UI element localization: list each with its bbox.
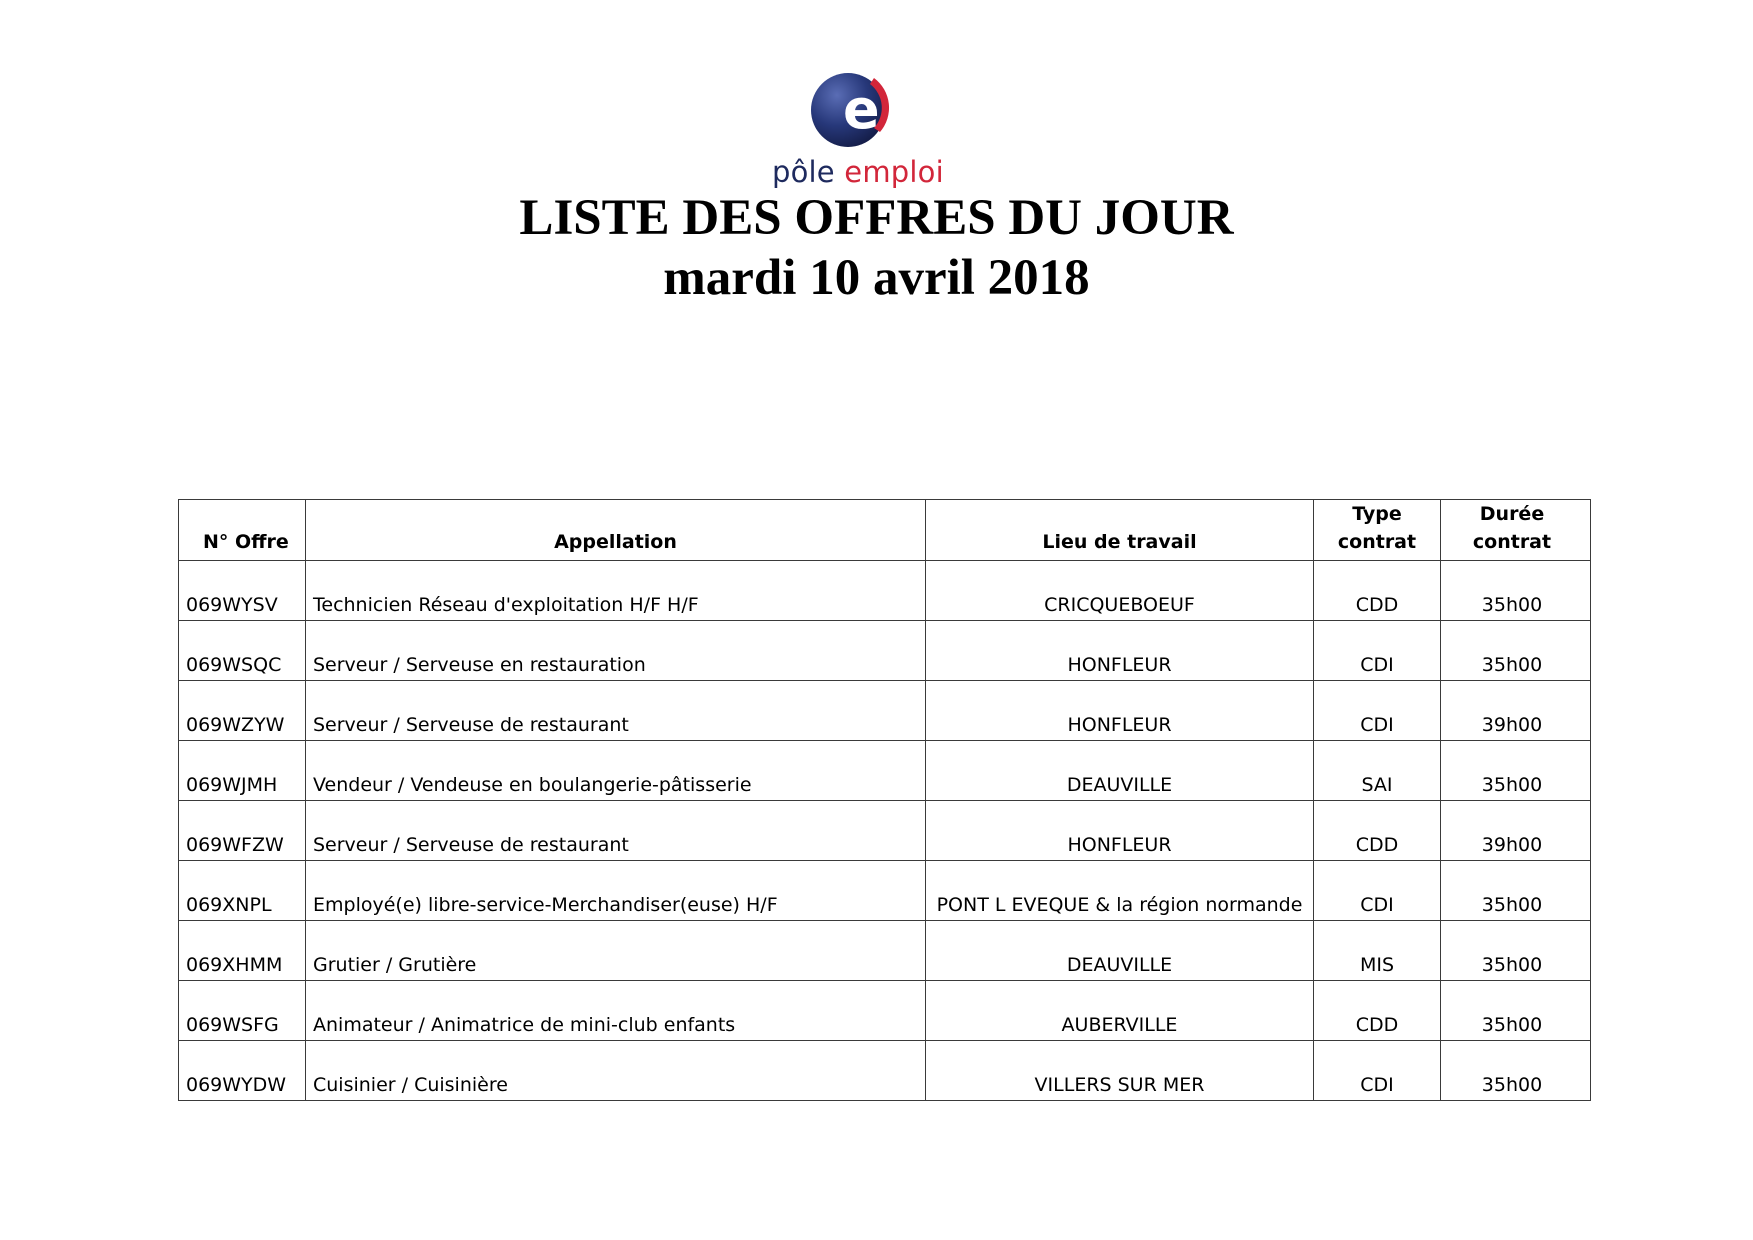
- table-header-row: [179, 500, 1591, 561]
- page-title: LISTE DES OFFRES DU JOUR: [519, 190, 1234, 246]
- table-row: [179, 1041, 1591, 1101]
- contract-duration-cell: 39h00: [1441, 681, 1591, 741]
- workplace-cell: HONFLEUR: [926, 801, 1314, 861]
- pole-emploi-emblem-icon: [810, 70, 900, 150]
- contract-type-cell: MIS: [1314, 921, 1441, 981]
- workplace-cell: VILLERS SUR MER: [926, 1041, 1314, 1101]
- appellation-cell: Cuisinier / Cuisinière: [306, 1041, 926, 1101]
- contract-duration-cell: 35h00: [1441, 741, 1591, 801]
- appellation-cell: Serveur / Serveuse en restauration: [306, 621, 926, 681]
- contract-duration-cell: 35h00: [1441, 861, 1591, 921]
- svg-text:e: e: [843, 78, 880, 141]
- workplace-cell: AUBERVILLE: [926, 981, 1314, 1041]
- appellation-cell: Technicien Réseau d'exploitation H/F H/F: [306, 561, 926, 621]
- table-row: [179, 621, 1591, 681]
- appellation-cell: Serveur / Serveuse de restaurant: [306, 801, 926, 861]
- logo-wordmark: [772, 155, 944, 189]
- page-date: mardi 10 avril 2018: [663, 250, 1090, 306]
- logo-word-emploi: emploi: [844, 155, 944, 189]
- contract-type-cell: SAI: [1314, 741, 1441, 801]
- column-header-offer-number: N° Offre: [179, 500, 306, 561]
- appellation-cell: Vendeur / Vendeuse en boulangerie-pâtisserie: [306, 741, 926, 801]
- table-row: [179, 561, 1591, 621]
- offer-number-cell: 069WZYW: [179, 681, 306, 741]
- workplace-cell: DEAUVILLE: [926, 921, 1314, 981]
- contract-duration-cell: 35h00: [1441, 621, 1591, 681]
- appellation-cell: Employé(e) libre-service-Merchandiser(euse) H/F: [306, 861, 926, 921]
- offer-number-cell: 069WFZW: [179, 801, 306, 861]
- offer-number-cell: 069WSFG: [179, 981, 306, 1041]
- contract-duration-cell: 35h00: [1441, 981, 1591, 1041]
- contract-duration-cell: 35h00: [1441, 921, 1591, 981]
- appellation-cell: Animateur / Animatrice de mini-club enfants: [306, 981, 926, 1041]
- offer-number-cell: 069WYSV: [179, 561, 306, 621]
- table-row: [179, 681, 1591, 741]
- offer-number-cell: 069WSQC: [179, 621, 306, 681]
- contract-type-cell: CDD: [1314, 981, 1441, 1041]
- offer-number-cell: 069XNPL: [179, 861, 306, 921]
- workplace-cell: HONFLEUR: [926, 681, 1314, 741]
- contract-duration-cell: 35h00: [1441, 561, 1591, 621]
- table-row: [179, 981, 1591, 1041]
- offer-number-cell: 069XHMM: [179, 921, 306, 981]
- column-header-contract-type: Type contrat: [1314, 500, 1441, 561]
- offers-table: [178, 499, 1591, 1101]
- pole-emploi-logo: [760, 70, 1000, 190]
- offer-number-cell: 069WYDW: [179, 1041, 306, 1101]
- contract-type-cell: CDI: [1314, 621, 1441, 681]
- workplace-cell: CRICQUEBOEUF: [926, 561, 1314, 621]
- contract-duration-cell: 35h00: [1441, 1041, 1591, 1101]
- contract-type-cell: CDI: [1314, 681, 1441, 741]
- workplace-cell: PONT L EVEQUE & la région normande: [926, 861, 1314, 921]
- column-header-appellation: Appellation: [306, 500, 926, 561]
- appellation-cell: Grutier / Grutière: [306, 921, 926, 981]
- contract-type-cell: CDI: [1314, 1041, 1441, 1101]
- contract-type-cell: CDD: [1314, 801, 1441, 861]
- workplace-cell: HONFLEUR: [926, 621, 1314, 681]
- column-header-workplace: Lieu de travail: [926, 500, 1314, 561]
- table-row: [179, 801, 1591, 861]
- table-row: [179, 741, 1591, 801]
- column-header-contract-duration: Durée contrat: [1441, 500, 1591, 561]
- logo-word-pole: pôle: [772, 155, 835, 189]
- appellation-cell: Serveur / Serveuse de restaurant: [306, 681, 926, 741]
- table-row: [179, 921, 1591, 981]
- workplace-cell: DEAUVILLE: [926, 741, 1314, 801]
- table-row: [179, 861, 1591, 921]
- contract-type-cell: CDD: [1314, 561, 1441, 621]
- offer-number-cell: 069WJMH: [179, 741, 306, 801]
- contract-duration-cell: 39h00: [1441, 801, 1591, 861]
- contract-type-cell: CDI: [1314, 861, 1441, 921]
